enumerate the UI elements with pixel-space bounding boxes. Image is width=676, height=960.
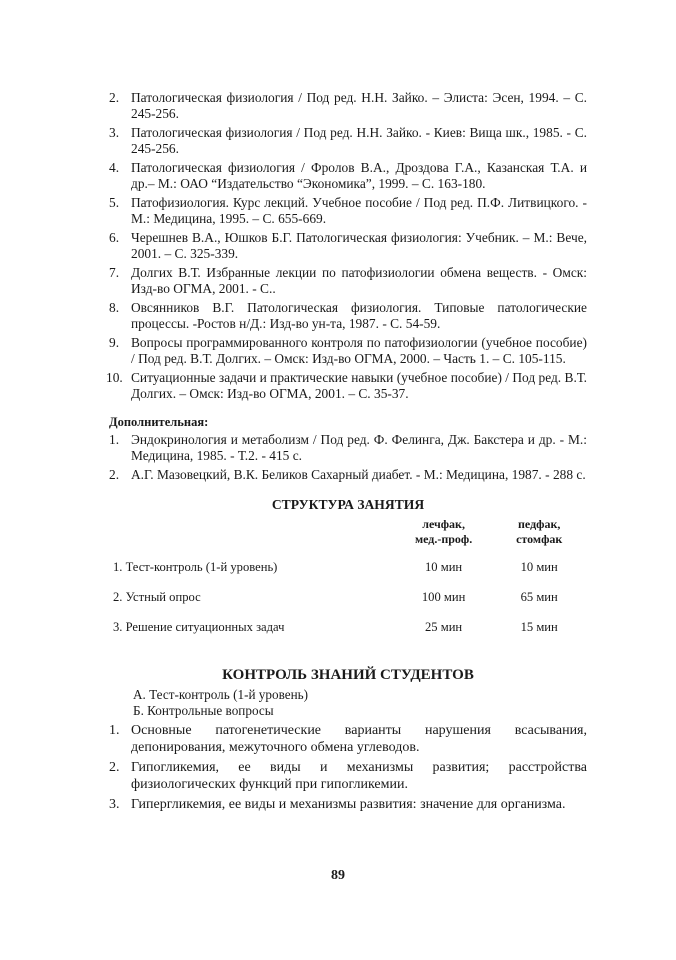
reference-item: 10. Ситуационные задачи и практические навыки (учебное пособие) / Под ред. В.Т. Долгих. – Омск: Изд-во ОГМА, 2001. – С. 35-37. bbox=[106, 370, 587, 401]
table-row: 2. Устный опрос 100 мин 65 мин bbox=[113, 590, 558, 604]
column-header-lechfak: лечфак, мед.-проф. bbox=[414, 517, 473, 546]
control-sub-item: Б. Контрольные вопросы bbox=[133, 703, 274, 718]
table-row: 3. Решение ситуационных задач 25 мин 15 мин bbox=[113, 620, 558, 634]
additional-heading: Дополнительная: bbox=[109, 415, 209, 429]
control-sub-item: А. Тест-контроль (1-й уровень) bbox=[133, 687, 309, 702]
text-body bbox=[106, 90, 587, 816]
reference-list bbox=[106, 90, 587, 402]
additional-item: 1. Эндокринология и метаболизм / Под ред. Ф. Фелинга, Дж. Бакстера и др. - М.: Медицина, 1985. - Т.2. - 415 с. bbox=[109, 432, 587, 463]
reference-item: 4. Патологическая физиология / Фролов В.А., Дроздова Г.А., Казанская Т.А. и др.– М.: ОАО “Издательство “Экономика”, 1999. – С. 163-180. bbox=[109, 160, 587, 191]
additional-item: 2. А.Г. Мазовецкий, В.К. Беликов Сахарный диабет. - М.: Медицина, 1987. - 288 с. bbox=[109, 467, 586, 482]
reference-item: 3. Патологическая физиология / Под ред. Н.Н. Зайко. - Киев: Вища шк., 1985. - С. 245-256. bbox=[109, 125, 587, 156]
question-item: 3. Гипергликемия, ее виды и механизмы развития: значение для организма. bbox=[109, 797, 566, 812]
page-number: 89 bbox=[331, 868, 345, 883]
reference-item: 8. Овсянников В.Г. Патологическая физиология. Типовые патологические процессы. -Ростов н/Д.: Изд-во ун-та, 1987. - С. 54-59. bbox=[109, 300, 587, 331]
reference-item: 6. Черешнев В.А., Юшков Б.Г. Патологическая физиология: Учебник. – М.: Вече, 2001. – С. 325-339. bbox=[109, 230, 587, 261]
reference-item: 5. Патофизиология. Курс лекций. Учебное пособие / Под ред. П.Ф. Литвицкого. - М.: Медицина, 1995. – С. 655-669. bbox=[109, 195, 587, 226]
reference-item: 2. Патологическая физиология / Под ред. Н.Н. Зайко. – Элиста: Эсен, 1994. – С. 245-256. bbox=[109, 90, 587, 121]
structure-table bbox=[109, 517, 587, 643]
column-header-pedfak: педфак, стомфак bbox=[516, 517, 563, 546]
control-title: КОНТРОЛЬ ЗНАНИЙ СТУДЕНТОВ bbox=[222, 667, 474, 683]
table-row: 1. Тест-контроль (1-й уровень) 10 мин 10 мин bbox=[113, 560, 558, 574]
additional-list bbox=[109, 432, 587, 483]
structure-title: СТРУКТУРА ЗАНЯТИЯ bbox=[271, 497, 425, 512]
reference-item: 9. Вопросы программированного контроля по патофизиологии (учебное пособие) / Под ред. В.Т. Долгих. – Омск: Изд-во ОГМА, 2000. – Часть 1. – С. 105-115. bbox=[109, 335, 587, 366]
question-item: 2. Гипогликемия, ее виды и механизмы развития; расстройства физиологических функций при гипогликемии. bbox=[109, 760, 587, 792]
table-header-row bbox=[109, 517, 587, 553]
question-item: 1. Основные патогенетические варианты нарушения всасывания, депонирования, межуточного обмена углеводов. bbox=[109, 723, 587, 755]
reference-item: 7. Долгих В.Т. Избранные лекции по патофизиологии обмена веществ. - Омск: Изд-во ОГМА, 2001. - С.. bbox=[109, 265, 587, 296]
question-list bbox=[109, 722, 587, 813]
